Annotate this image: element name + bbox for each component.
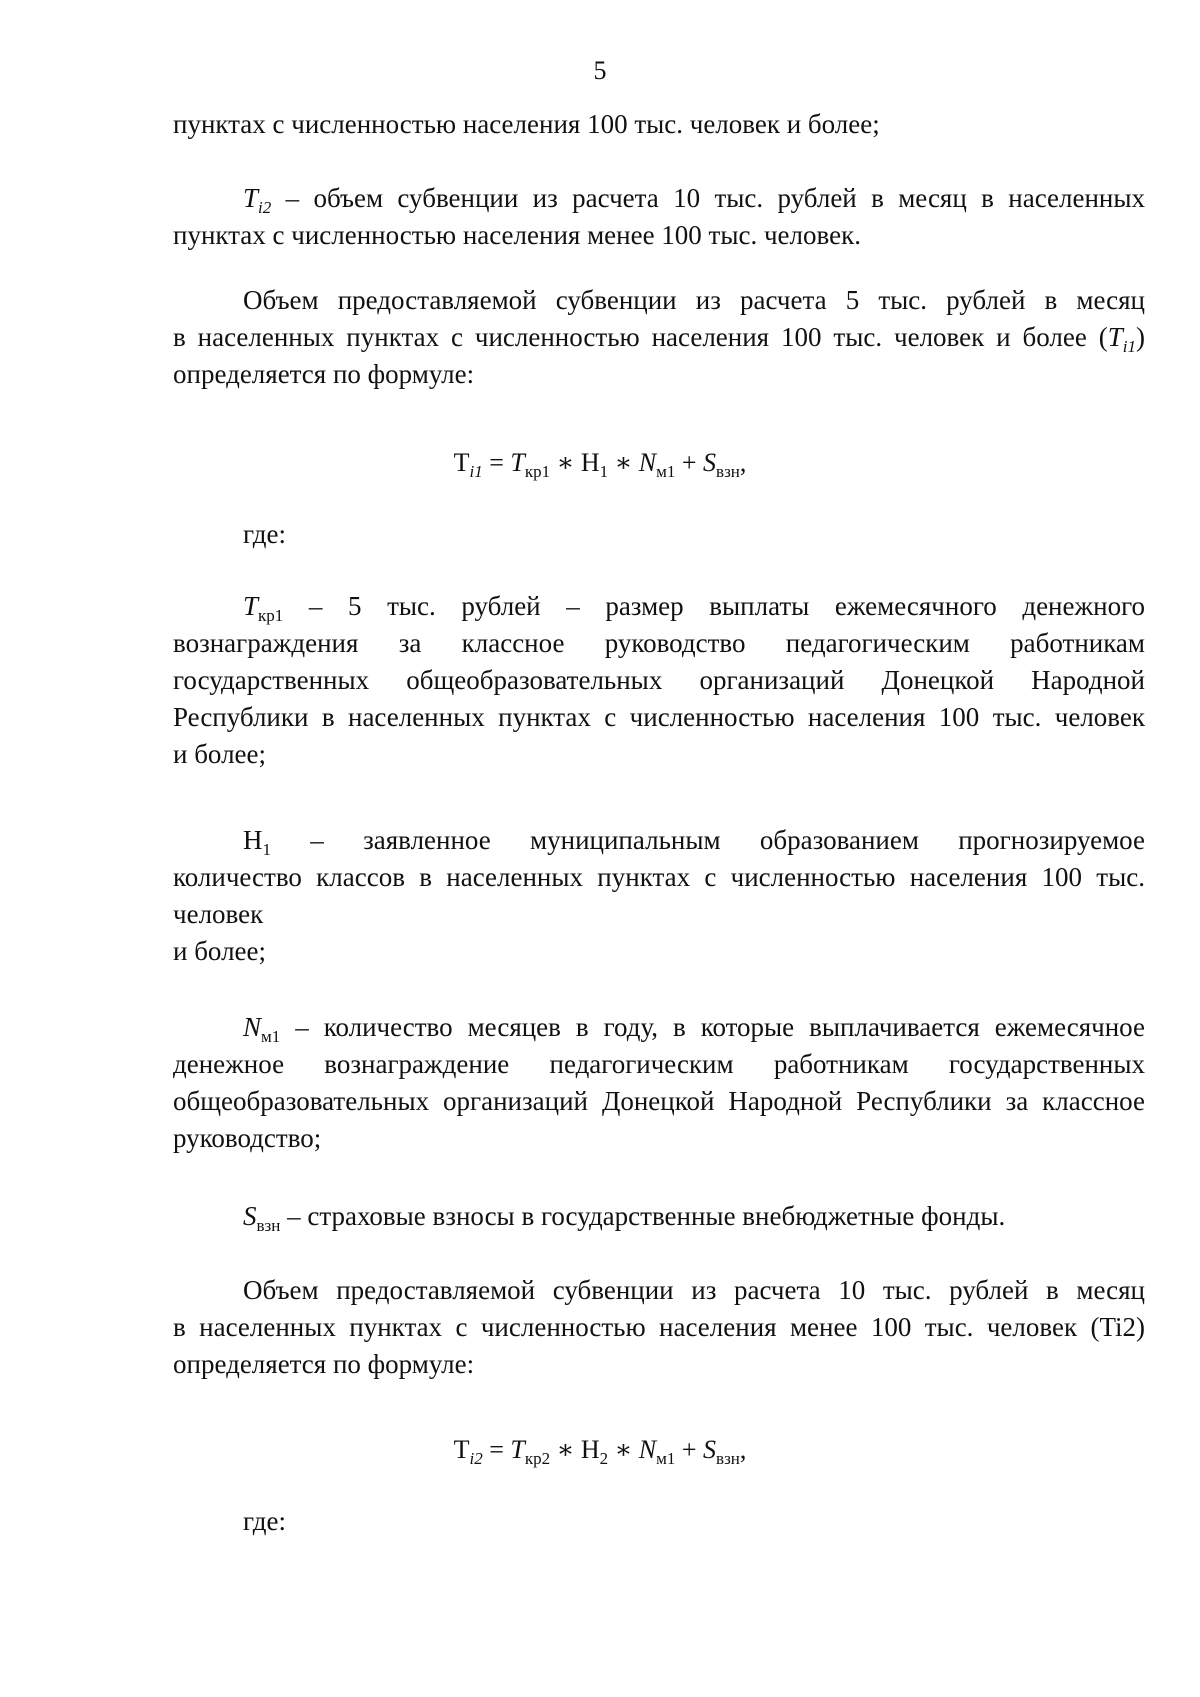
formula-symbol: S [703,448,717,477]
text-line: Объем предоставляемой субвенции из расчета 10 тыс. рублей в месяц [243,1275,1145,1305]
formula-symbol: T [510,448,525,477]
text-line: вознаграждения за классное руководство педагогическим работникам [173,628,1145,658]
formula-operator: + [675,448,704,477]
text-line: пунктах с численностью населения менее 100 тыс. человек. [173,220,861,250]
symbol-subscript: i1 [1122,337,1136,356]
text-line: и более; [173,936,267,966]
formula-symbol: Н [580,1435,600,1464]
paragraph-tkp1-definition [173,588,1145,773]
paragraph-h1-definition [173,822,1145,970]
symbol-t: T [243,591,259,621]
symbol-subscript: i2 [258,198,272,217]
formula-subscript: i2 [469,1449,483,1468]
text-line: в населенных пунктах с численностью населения менее 100 тыс. человек (Ti2) [173,1312,1145,1342]
paragraph-ti1-intro [173,282,1145,393]
formula-operator: ∗ [608,448,639,477]
text-line: количество классов в населенных пунктах с численностью населения 100 тыс. [173,862,1145,892]
formula-subscript: i1 [469,462,483,481]
symbol-subscript: взн [256,1216,281,1235]
text-line: денежное вознаграждение педагогическим работникам государственных [173,1049,1145,1079]
formula-operator: ∗ [550,1435,581,1464]
formula-subscript: м1 [656,1449,676,1468]
formula-symbol: Н [580,448,600,477]
formula-subscript: 2 [599,1449,609,1468]
text-line: – заявленное муниципальным образованием прогнозируемое [271,825,1145,855]
text-line: в населенных пунктах с численностью населения 100 тыс. человек и более ( [173,322,1108,352]
formula-subscript: взн [716,462,740,481]
formula-operator: ∗ [608,1435,639,1464]
page-number: 5 [593,56,607,85]
paragraph-nm1-definition [173,1009,1145,1157]
text-line: – страховые взносы в государственные внебюджетные фонды. [280,1201,1006,1231]
text-line: Республики в населенных пунктах с численностью населения 100 тыс. человек [173,702,1145,732]
symbol-t: T [1107,322,1123,352]
formula-subscript: взн [716,1449,740,1468]
symbol-subscript: кр1 [258,606,284,625]
symbol-s: S [243,1201,257,1231]
symbol-n: N [243,1012,262,1042]
text-line: общеобразовательных организаций Донецкой Народной Республики за классное [173,1086,1145,1116]
where-label: где: [243,1506,286,1536]
formula-subscript: кр2 [524,1449,551,1468]
formula-symbol: T [510,1435,525,1464]
paragraph-ti2-definition [173,180,1145,254]
formula-operator: ∗ [550,448,581,477]
formula-subscript: м1 [656,462,676,481]
formula-symbol: N [638,448,657,477]
formula-operator: = [482,1435,511,1464]
text-line: пунктах с численностью населения 100 тыс. человек и более; [173,109,880,139]
formula-operator: + [675,1435,704,1464]
text-line: и более; [173,739,267,769]
paragraph-ti2-intro [173,1272,1145,1383]
symbol-h: Н [243,825,263,855]
formula-operator: , [739,1435,747,1464]
formula-symbol: S [703,1435,717,1464]
formula-subscript: кр1 [524,462,551,481]
formula-operator: = [482,448,511,477]
text-line: Объем предоставляемой субвенции из расчета 5 тыс. рублей в месяц [243,285,1145,315]
text-line: – 5 тыс. рублей – размер выплаты ежемесячного денежного [283,591,1145,621]
paragraph-svzn-definition [173,1198,1145,1235]
formula-symbol: Т [453,1435,470,1464]
text-line: руководство; [173,1123,322,1153]
formula-ti2 [0,1435,1200,1468]
formula-ti1 [0,448,1200,481]
formula-symbol: Т [453,448,470,477]
text-line: определяется по формуле: [173,1349,475,1379]
formula-operator: , [739,448,747,477]
formula-symbol: N [638,1435,657,1464]
text-line: человек [173,899,264,929]
text-line: – объем субвенции из расчета 10 тыс. рублей в месяц в населенных [271,183,1145,213]
symbol-t: T [243,183,259,213]
text-close-paren: ) [1136,322,1145,352]
formula-subscript: 1 [599,462,609,481]
symbol-subscript: 1 [262,840,271,859]
text-line: определяется по формуле: [173,359,475,389]
text-line: – количество месяцев в году, в которые выплачивается ежемесячное [280,1012,1145,1042]
text-line: государственных общеобразовательных организаций Донецкой Народной [173,665,1145,695]
where-label: где: [243,519,286,549]
symbol-subscript: м1 [261,1027,281,1046]
paragraph-continuation [173,106,1145,143]
